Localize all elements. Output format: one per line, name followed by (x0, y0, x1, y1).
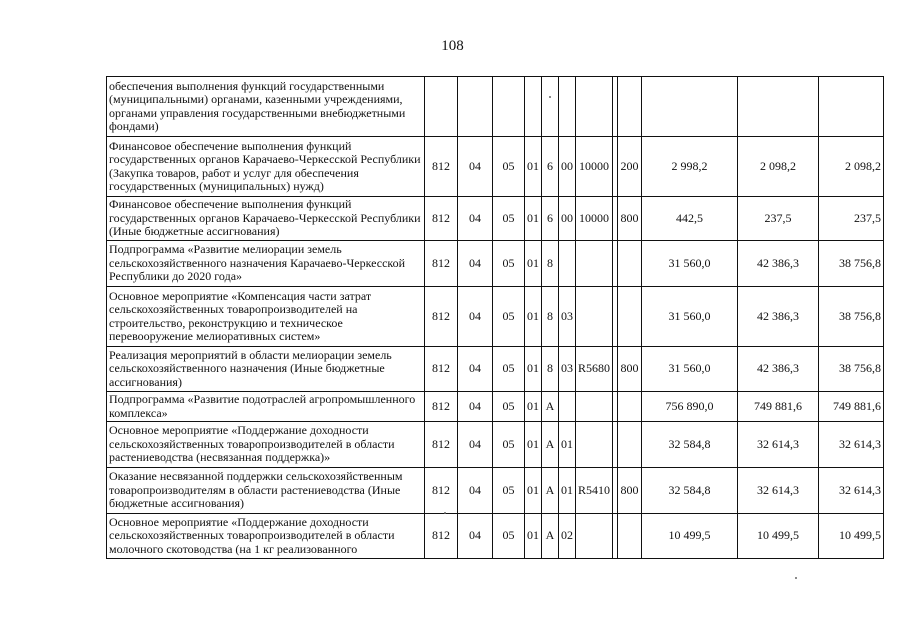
section-code-cell: 04 (458, 468, 493, 514)
program-code-cell: 01 (525, 241, 542, 287)
amount-year1-cell: 442,5 (642, 197, 738, 241)
event-code-cell: 01 (559, 422, 576, 468)
program-code-cell: 01 (525, 347, 542, 392)
amount-year2-cell: 237,5 (738, 197, 819, 241)
amount-year2-cell: 42 386,3 (738, 287, 819, 347)
row-name-cell: Реализация мероприятий в области мелиорации земель сельскохозяйственного назначения (Иные бюджетные ассигнования) (107, 347, 425, 392)
subsection-code-cell: 05 (493, 241, 525, 287)
event-code-cell: 02 (559, 514, 576, 559)
scan-speck (444, 512, 446, 514)
scan-speck (795, 577, 797, 579)
expense-type-cell: 200 (618, 137, 642, 197)
subsection-code-cell: 05 (493, 287, 525, 347)
direction-code-cell: R5410 (576, 468, 613, 514)
subprogram-code-cell: 6 (542, 197, 559, 241)
direction-code-cell: 10000 (576, 197, 613, 241)
direction-code-cell (576, 392, 613, 422)
amount-year1-cell: 32 584,8 (642, 468, 738, 514)
amount-year3-cell: 38 756,8 (819, 241, 884, 287)
amount-year1-cell: 32 584,8 (642, 422, 738, 468)
subprogram-code-cell: 8 (542, 347, 559, 392)
table-row (107, 197, 884, 241)
amount-year2-cell: 42 386,3 (738, 347, 819, 392)
expense-type-cell (618, 77, 642, 137)
amount-year1-cell: 31 560,0 (642, 287, 738, 347)
program-code-cell: 01 (525, 137, 542, 197)
subprogram-code-cell: А (542, 468, 559, 514)
amount-year3-cell: 237,5 (819, 197, 884, 241)
row-name-cell: Финансовое обеспечение выполнения функций государственных органов Карачаево-Черкесской Республики (Иные бюджетные ассигнования) (107, 197, 425, 241)
amount-year1-cell: 10 499,5 (642, 514, 738, 559)
amount-year2-cell: 42 386,3 (738, 241, 819, 287)
amount-year3-cell: 38 756,8 (819, 287, 884, 347)
table-row (107, 287, 884, 347)
ved-code-cell (425, 77, 458, 137)
table-row (107, 422, 884, 468)
amount-year2-cell: 32 614,3 (738, 422, 819, 468)
direction-code-cell (576, 241, 613, 287)
subsection-code-cell: 05 (493, 392, 525, 422)
section-code-cell: 04 (458, 287, 493, 347)
table-row (107, 137, 884, 197)
section-code-cell: 04 (458, 347, 493, 392)
row-name-cell: Подпрограмма «Развитие подотраслей агропромышленного комплекса» (107, 392, 425, 422)
event-code-cell: 00 (559, 197, 576, 241)
subsection-code-cell: 05 (493, 422, 525, 468)
row-name-cell: Основное мероприятие «Компенсация части затрат сельскохозяйственных товаропроизводителей на строительство, реконструкцию и техническое перевооружение мелиоративных систем» (107, 287, 425, 347)
amount-year3-cell: 32 614,3 (819, 422, 884, 468)
expense-type-cell: 800 (618, 347, 642, 392)
event-code-cell: 00 (559, 137, 576, 197)
subsection-code-cell: 05 (493, 468, 525, 514)
amount-year1-cell (642, 77, 738, 137)
direction-code-cell (576, 77, 613, 137)
subprogram-code-cell: 8 (542, 241, 559, 287)
expense-type-cell (618, 241, 642, 287)
section-code-cell: 04 (458, 137, 493, 197)
ved-code-cell: 812 (425, 392, 458, 422)
ved-code-cell: 812 (425, 197, 458, 241)
direction-code-cell (576, 287, 613, 347)
table-row (107, 468, 884, 514)
expense-type-cell (618, 392, 642, 422)
program-code-cell: 01 (525, 514, 542, 559)
section-code-cell: 04 (458, 392, 493, 422)
ved-code-cell: 812 (425, 422, 458, 468)
amount-year2-cell: 749 881,6 (738, 392, 819, 422)
program-code-cell: 01 (525, 197, 542, 241)
section-code-cell: 04 (458, 241, 493, 287)
table-row (107, 514, 884, 559)
subsection-code-cell (493, 77, 525, 137)
table-row (107, 77, 884, 137)
expense-type-cell: 800 (618, 197, 642, 241)
ved-code-cell: 812 (425, 137, 458, 197)
section-code-cell: 04 (458, 514, 493, 559)
subsection-code-cell: 05 (493, 347, 525, 392)
row-name-cell: обеспечения выполнения функций государственными (муниципальными) органами, казенными учреждениями, органами управления государственными внебюджетными фондами) (107, 77, 425, 137)
row-name-cell: Основное мероприятие «Поддержание доходности сельскохозяйственных товаропроизводителей в области растениеводства (несвязанная поддержка)» (107, 422, 425, 468)
amount-year1-cell: 31 560,0 (642, 347, 738, 392)
subsection-code-cell: 05 (493, 197, 525, 241)
event-code-cell: 03 (559, 347, 576, 392)
row-name-cell: Подпрограмма «Развитие мелиорации земель сельскохозяйственного назначения Карачаево-Черкесской Республики до 2020 года» (107, 241, 425, 287)
subprogram-code-cell: А (542, 422, 559, 468)
amount-year3-cell: 2 098,2 (819, 137, 884, 197)
section-code-cell (458, 77, 493, 137)
ved-code-cell: 812 (425, 347, 458, 392)
table-body (107, 77, 884, 559)
amount-year2-cell: 10 499,5 (738, 514, 819, 559)
event-code-cell: 01 (559, 468, 576, 514)
expense-type-cell (618, 422, 642, 468)
amount-year2-cell: 32 614,3 (738, 468, 819, 514)
amount-year2-cell: 2 098,2 (738, 137, 819, 197)
ved-code-cell: 812 (425, 468, 458, 514)
event-code-cell: 03 (559, 287, 576, 347)
amount-year1-cell: 31 560,0 (642, 241, 738, 287)
amount-year3-cell: 38 756,8 (819, 347, 884, 392)
scan-speck (549, 96, 551, 98)
amount-year1-cell: 2 998,2 (642, 137, 738, 197)
program-code-cell (525, 77, 542, 137)
program-code-cell: 01 (525, 392, 542, 422)
expense-type-cell (618, 287, 642, 347)
amount-year3-cell (819, 77, 884, 137)
subprogram-code-cell: 8 (542, 287, 559, 347)
section-code-cell: 04 (458, 422, 493, 468)
row-name-cell: Финансовое обеспечение выполнения функций государственных органов Карачаево-Черкесской Республики (Закупка товаров, работ и услуг для обеспечения государственных (муниципальных) нужд) (107, 137, 425, 197)
subprogram-code-cell: А (542, 514, 559, 559)
section-code-cell: 04 (458, 197, 493, 241)
subprogram-code-cell: 6 (542, 137, 559, 197)
subprogram-code-cell (542, 77, 559, 137)
program-code-cell: 01 (525, 422, 542, 468)
direction-code-cell (576, 514, 613, 559)
direction-code-cell: R5680 (576, 347, 613, 392)
row-name-cell: Основное мероприятие «Поддержание доходности сельскохозяйственных товаропроизводителей в области молочного скотоводства (на 1 кг реализованного (107, 514, 425, 559)
table-row (107, 392, 884, 422)
ved-code-cell: 812 (425, 287, 458, 347)
amount-year3-cell: 749 881,6 (819, 392, 884, 422)
ved-code-cell: 812 (425, 514, 458, 559)
amount-year3-cell: 32 614,3 (819, 468, 884, 514)
page-number: 108 (441, 38, 464, 54)
direction-code-cell (576, 422, 613, 468)
table-row (107, 347, 884, 392)
amount-year2-cell (738, 77, 819, 137)
direction-code-cell: 10000 (576, 137, 613, 197)
event-code-cell (559, 77, 576, 137)
event-code-cell (559, 392, 576, 422)
ved-code-cell: 812 (425, 241, 458, 287)
subsection-code-cell: 05 (493, 514, 525, 559)
row-name-cell: Оказание несвязанной поддержки сельскохозяйственным товаропроизводителям в области растениеводства (Иные бюджетные ассигнования) (107, 468, 425, 514)
subsection-code-cell: 05 (493, 137, 525, 197)
expense-type-cell (618, 514, 642, 559)
table-row (107, 241, 884, 287)
subprogram-code-cell: А (542, 392, 559, 422)
amount-year3-cell: 10 499,5 (819, 514, 884, 559)
amount-year1-cell: 756 890,0 (642, 392, 738, 422)
program-code-cell: 01 (525, 468, 542, 514)
expense-type-cell: 800 (618, 468, 642, 514)
program-code-cell: 01 (525, 287, 542, 347)
budget-table (106, 76, 884, 559)
event-code-cell (559, 241, 576, 287)
